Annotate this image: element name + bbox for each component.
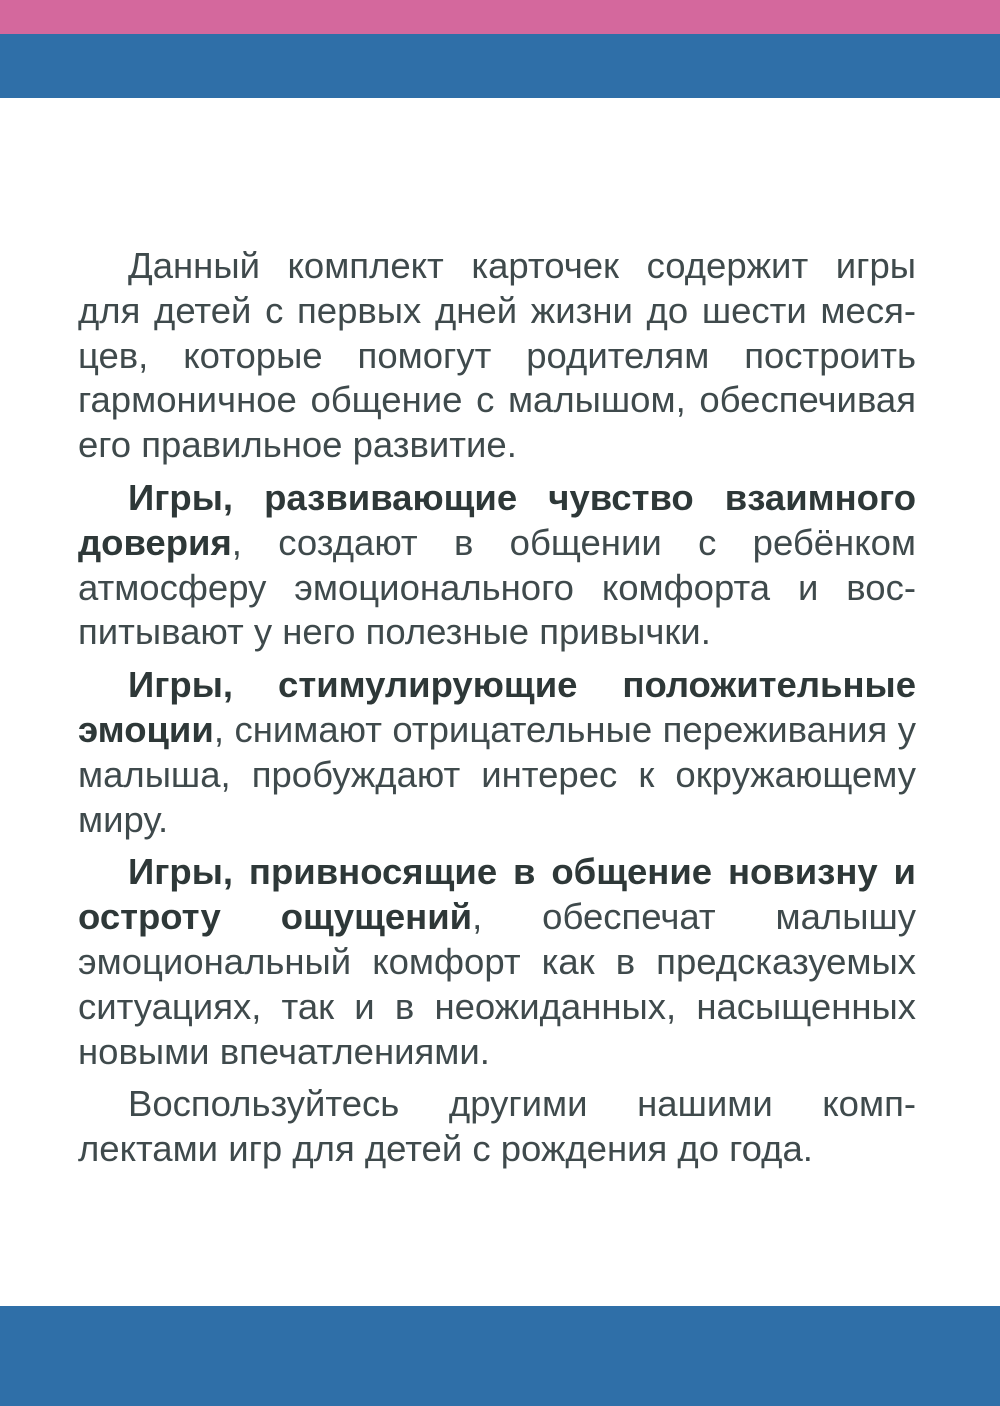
outro-paragraph — [78, 1082, 916, 1172]
novelty-games-paragraph — [78, 850, 916, 1074]
intro-paragraph — [78, 244, 916, 468]
trust-games-paragraph — [78, 476, 916, 655]
top-pink-band — [0, 0, 1000, 34]
novelty-games-text: , обеспечат малышу эмоциональный комфорт как в предсказуемых ситуациях, так и в неожиданных, насыщенных новыми впечатлениями. — [78, 896, 917, 1072]
trust-games-text: , создают в общении с ребёнком атмосферу эмоционального комфорта и воспитывают у него полезные привычки. — [78, 521, 916, 653]
positive-emotions-heading: Игры, стимулирующие положительные эмоции — [78, 664, 916, 750]
positive-emotions-paragraph — [78, 663, 916, 842]
trust-games-heading: Игры, развивающие чувство взаимного доверия — [78, 476, 916, 563]
top-blue-band — [0, 34, 1000, 98]
description-text-block — [78, 244, 916, 1172]
positive-emotions-text: , снимают отрицательные переживания у малыша, пробуждают интерес к окружающему миру. — [78, 708, 916, 840]
novelty-games-heading: Игры, привносящие в общение новизну и остроту ощущений — [78, 851, 916, 938]
outro-text: Воспользуйтесь другими нашими комплектами игр для детей с рождения до года. — [78, 1083, 916, 1170]
bottom-blue-band — [0, 1306, 1000, 1406]
intro-text: Данный комплект карточек содержит игры для детей с первых дней жизни до шести месяцев, которые помогут родителям построить гармоничное общение с малышом, обеспечивая его правильное развитие. — [78, 245, 916, 466]
